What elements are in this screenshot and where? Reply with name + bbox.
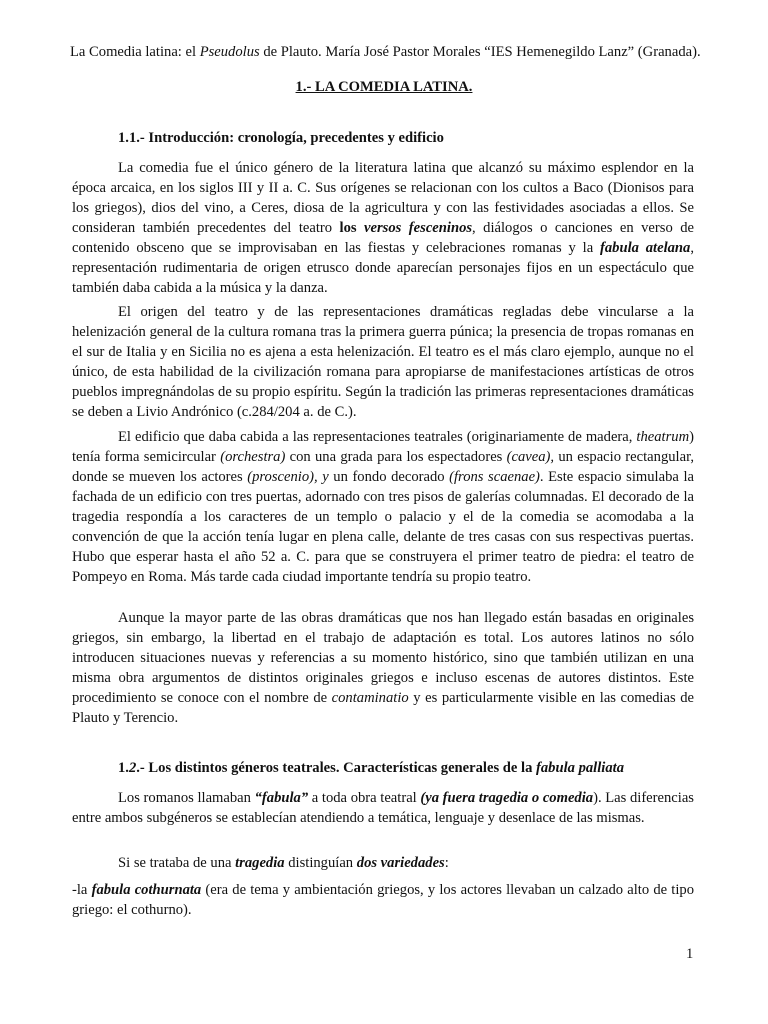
- paragraph-tragedia: [72, 853, 694, 873]
- p1-d: , diálogos o canciones en verso de contenido obsceno que se improvisaban en las fiestas y celebraciones romanas y la: [72, 220, 694, 256]
- header-text-c: de Plauto. María José Pastor Morales “IES Hemenegildo Lanz” (Granada).: [259, 44, 701, 60]
- p4-c: y es particularmente visible en las comedias de Plauto y Terencio.: [72, 690, 694, 726]
- p7-b: fabula cothurnata: [91, 882, 202, 898]
- page-number: 1: [686, 946, 694, 962]
- section-heading-1-2: [118, 758, 624, 778]
- p3-d: (orchestra): [220, 449, 286, 465]
- paragraph-origin: El origen del teatro y de las representaciones dramáticas regladas debe vincularse a la helenización general de la cultura romana tras la primera guerra púnica; la presencia de tropas romanas en el sur de Italia y en Sicilia no es ajena a esta helenización. El teatro es el más claro ejemplo, aunque no el único, de esta habilidad de la civilización romana para apropiarse de manifestaciones artísticas de otros pueblos impregnándolas de su propio espíritu. Según la tradición las primeras representaciones dramáticas se deben a Livio Andrónico (c.284/204 a. de C.).: [72, 304, 694, 420]
- p6-e: :: [444, 855, 449, 871]
- p3-g: un espacio rectangular, donde se mueven los actores: [72, 449, 694, 485]
- p7-a: -la: [72, 882, 92, 898]
- s2-c: .- Los distintos géneros teatrales. Características generales de la: [136, 760, 537, 776]
- p3-i: un fondo decorado: [328, 469, 450, 485]
- p1-e: fabula atelana: [600, 240, 691, 256]
- p6-c: distinguían: [284, 855, 357, 871]
- p5-d: (ya fuera tragedia o comedia: [420, 790, 594, 806]
- p5-e: ). Las diferencias entre ambos subgéneros se establecían atendiendo a temática, lenguaje y desenlace de las mismas.: [72, 790, 694, 826]
- p3-a: El edificio que daba cabida a las representaciones teatrales (originariamente de madera,: [118, 429, 637, 445]
- p3-b: theatrum: [636, 429, 690, 445]
- p1-a: La comedia fue el único género de la literatura latina que alcanzó su máximo esplendor en la época arcaica, en los siglos III y II a. C. Sus orígenes se relacionan con los cultos a Baco (Dionisos para los griegos), dios del vino, a Ceres, diosa de la agricultura y con las festividades asociadas a ellos. Se consideran también precedentes del teatro: [72, 160, 694, 236]
- p3-f: (cavea),: [506, 449, 555, 465]
- p6-a: Si se trataba de una: [118, 855, 236, 871]
- p5-b: “fabula”: [254, 790, 309, 806]
- header-text-a: La Comedia latina: el: [70, 44, 200, 60]
- header-work-title: Pseudolus: [199, 44, 260, 60]
- p4-a: Aunque la mayor parte de las obras dramáticas que nos han llegado están basadas en originales griegos, sin embargo, la libertad en el trabajo de adaptación es total. Los autores latinos no sólo introducen situaciones nuevas y referencias a su momento histórico, sino que también utilizan en una misma obra argumentos de distintos originales griegos e incluso escenas de autores distintos. Este procedimiento se conoce con el nombre de: [72, 610, 694, 706]
- p3-e: con una grada para los espectadores: [285, 449, 507, 465]
- running-header: [70, 42, 701, 62]
- paragraph-adaptation: [72, 608, 694, 728]
- chapter-title: 1.- LA COMEDIA LATINA.: [295, 79, 473, 95]
- p5-c: a toda obra teatral: [308, 790, 421, 806]
- s2-a: 1.: [118, 760, 129, 776]
- p3-k: . Este espacio simulaba la fachada de un edificio con tres puertas, adornado con tres pisos de galerías columnadas. El decorado de la tragedia respondía a los caracteres de un templo o palacio y el de la comedia se acomodaba a la convención de que la acción tenía lugar en plena calle, delante de tres casas con sus respectivas puertas. Hubo que esperar hasta el año 52 a. C. para que se construyera el primer teatro de piedra: el teatro de Pompeyo en Roma. Más tarde cada ciudad importante tendría su propio teatro.: [72, 469, 694, 585]
- paragraph-intro: [72, 158, 694, 298]
- p4-b: contaminatio: [331, 690, 409, 706]
- paragraph-cothurnata: [72, 880, 694, 920]
- p3-c: ) tenía forma semicircular: [72, 429, 694, 465]
- p6-d: dos variedades: [356, 855, 445, 871]
- p7-c: (era de tema y ambientación griegos, y los actores llevaban un calzado alto de tipo griego: el cothurno).: [72, 882, 695, 918]
- p1-c: versos fesceninos: [364, 220, 473, 236]
- p3-h: (proscenio), y: [247, 469, 329, 485]
- p1-b: los: [339, 220, 365, 236]
- section-heading-1-1: 1.1.- Introducción: cronología, precedentes y edificio: [118, 130, 444, 146]
- paragraph-fabula: [72, 788, 694, 828]
- p6-b: tragedia: [235, 855, 285, 871]
- s2-b: 2: [128, 760, 137, 776]
- p5-a: Los romanos llamaban: [118, 790, 255, 806]
- p1-f: , representación rudimentaria de origen etrusco donde aparecían personajes fijos en un espectáculo que también daba cabida a la música y la danza.: [72, 240, 694, 296]
- p3-j: (frons scaenae): [449, 469, 540, 485]
- paragraph-building: [72, 427, 694, 587]
- s2-d: fabula palliata: [536, 760, 624, 776]
